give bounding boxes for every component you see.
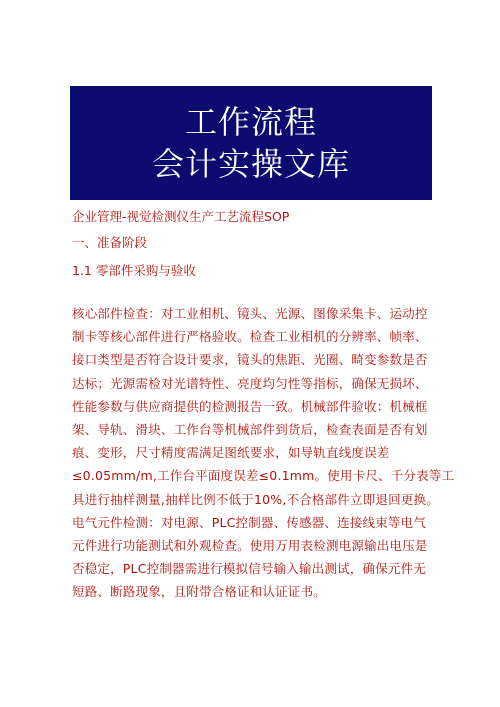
body-line: ≤0.05mm/m,工作台平面度误差≤0.1mm。使用卡尺、千分表等工 [72,468,455,484]
body-line: 痕、变形，尺寸精度需满足图纸要求，如导轨直线度误差 [72,445,390,461]
body-line: 核心部件检查：对工业相机、镜头、光源、图像采集卡、运动控 [72,306,428,321]
document-title: 企业管理-视觉检测仪生产工艺流程SOP [72,209,290,224]
body-paragraph [72,302,455,604]
body-line: 否稳定，PLC控制器需进行模拟信号输入输出测试，确保元件无 [72,561,427,577]
document-body [72,208,455,604]
banner-title-line-1: 工作流程 [184,103,317,141]
banner-title-line-2: 会计实操文库 [151,145,350,183]
body-line: 短路、断路现象，且附带合格证和认证证书。 [72,584,327,600]
subsection-heading: 1.1 零部件采购与验收 [72,263,196,278]
body-line: 元件进行功能测试和外观检查。使用万用表检测电源输出电压是 [72,538,428,554]
body-line: 接口类型是否符合设计要求，镜头的焦距、光圈、畸变参数是否 [72,352,428,368]
body-line: 架、导轨、滑块、工作台等机械部件到货后，检查表面是否有划 [72,422,428,438]
body-line: 具进行抽样测量,抽样比例不低于10%,不合格部件立即退回更换。 [72,491,439,507]
body-line: 达标；光源需检对光谱特性、亮度均匀性等指标，确保无损坏、 [72,375,428,391]
section-heading: 一、准备阶段 [72,235,148,250]
body-line: 性能参数与供应商提供的检测报告一致。机械部件验收：机械框 [72,398,428,414]
body-line: 制卡等核心部件进行严格验收。检查工业相机的分辨率、帧率、 [72,329,428,345]
title-banner [70,86,432,200]
body-line: 电气元件检测：对电源、PLC控制器、传感器、连接线束等电气 [72,514,427,530]
